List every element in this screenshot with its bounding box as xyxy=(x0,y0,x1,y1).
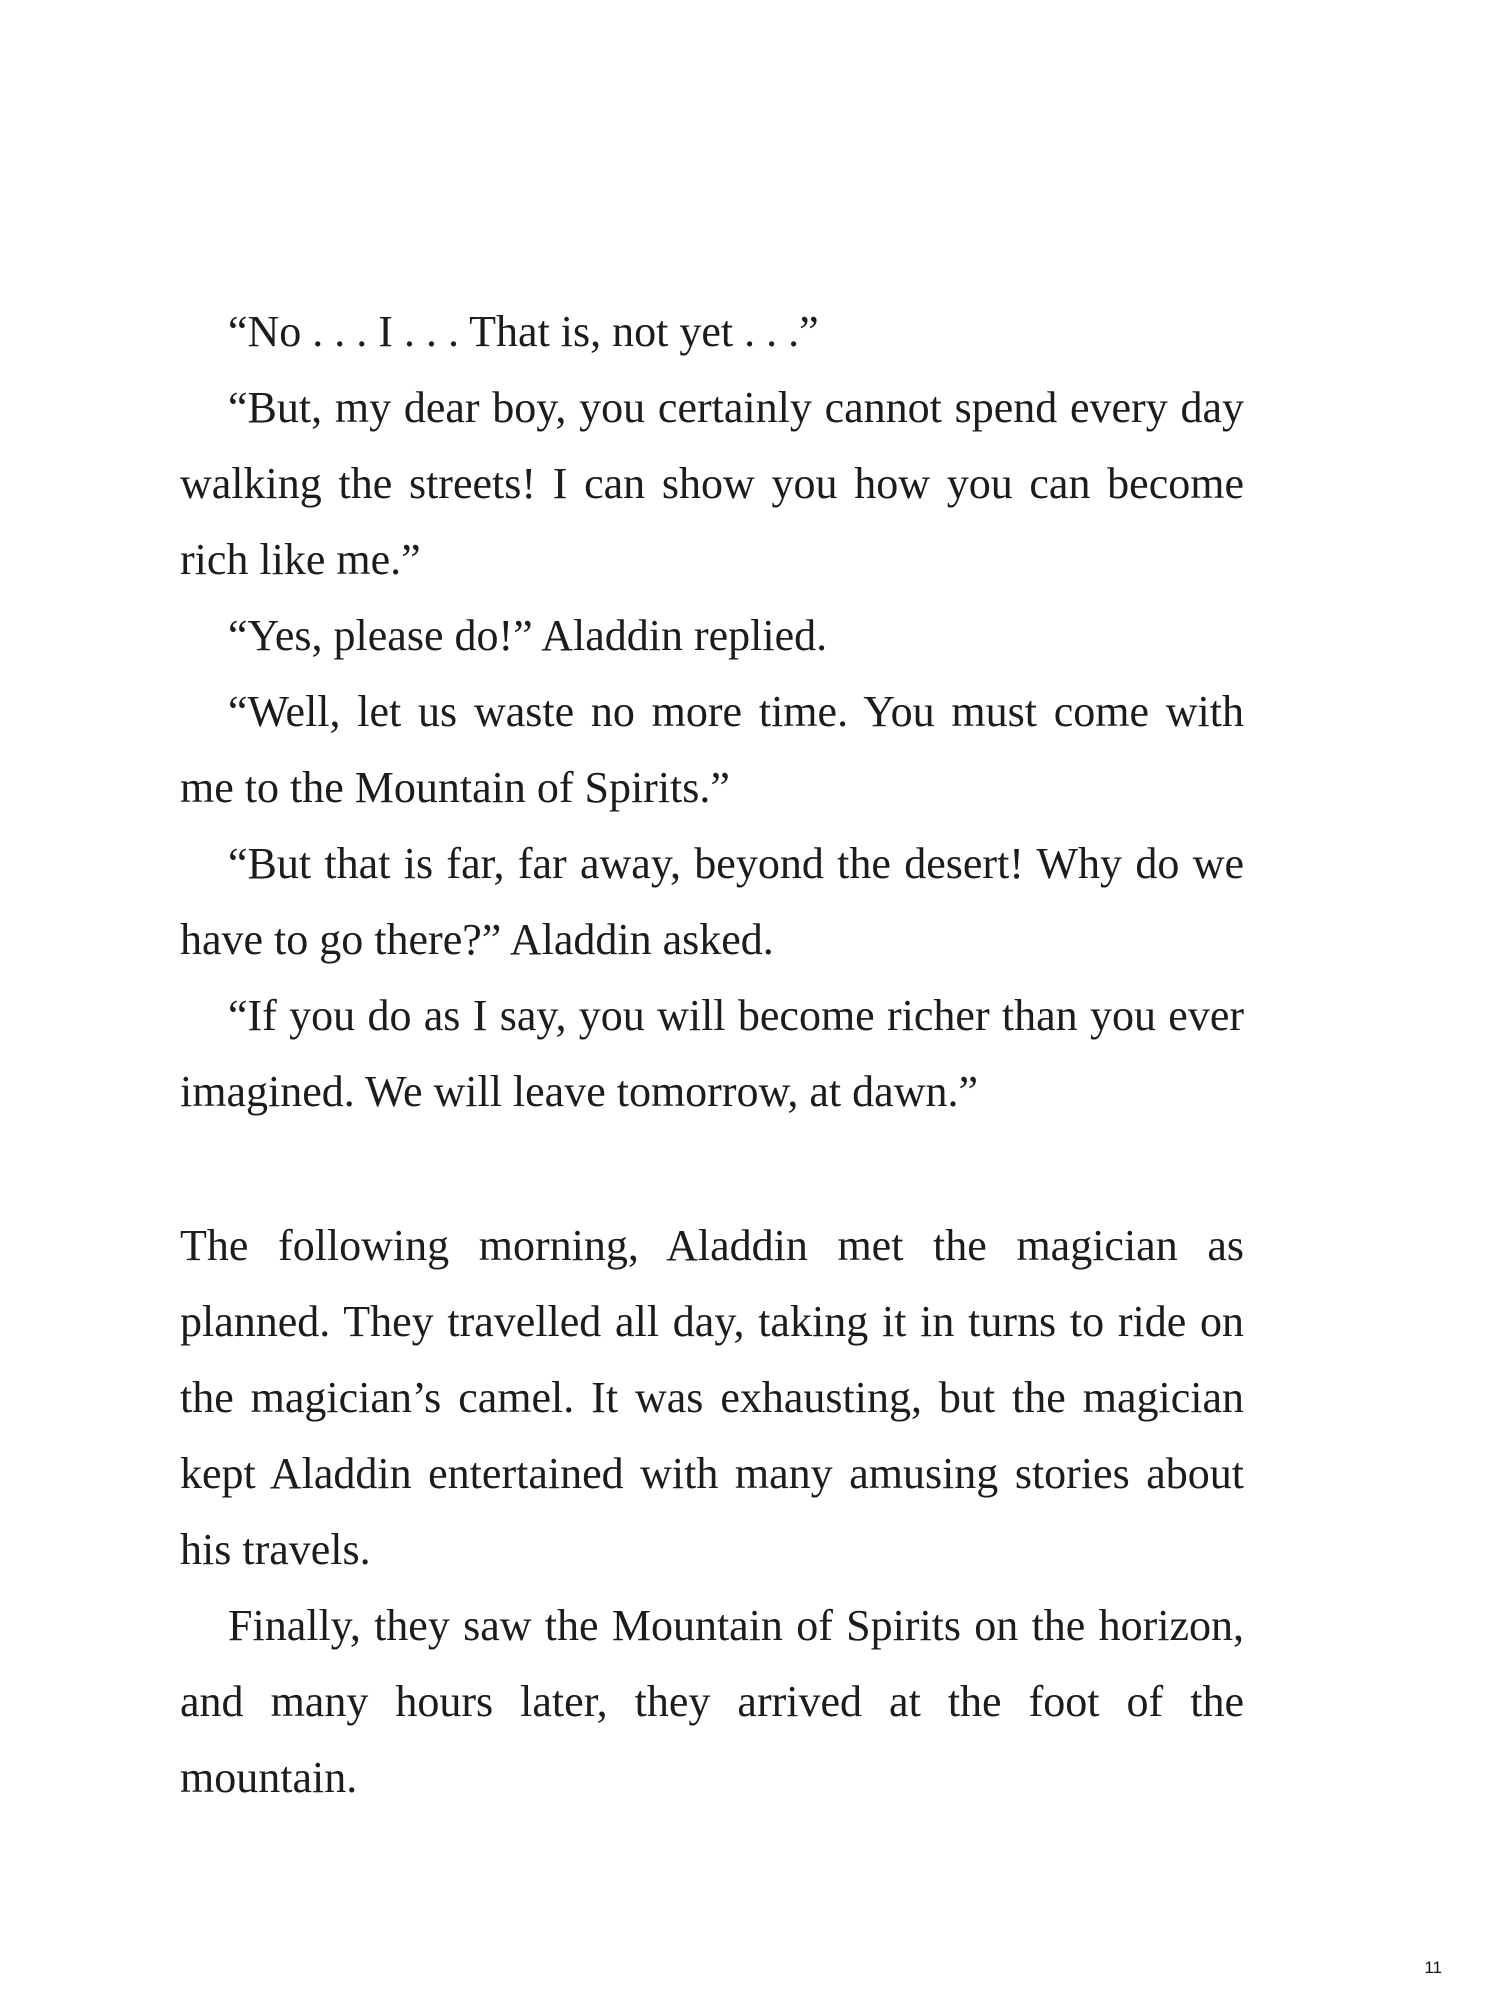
paragraph-become-rich: “But, my dear boy, you certainly cannot spend every day walking the streets! I can show you how you can become rich like me.” xyxy=(180,383,1244,584)
narrative-section xyxy=(180,1208,1244,1816)
paragraph-not-yet: “No . . . I . . . That is, not yet . . .” xyxy=(228,307,819,356)
paragraph-mountain-of-spirits: “Well, let us waste no more time. You must come with me to the Mountain of Spirits.” xyxy=(180,687,1244,812)
paragraph-following-morning: The following morning, Aladdin met the magician as planned. They travelled all day, taking it in turns to ride on the magician’s camel. It was exhausting, but the magician kept Aladdin entertained with many amusing stories about his travels. xyxy=(180,1221,1244,1574)
paragraph-please-do: “Yes, please do!” Aladdin replied. xyxy=(228,611,828,660)
paragraph-leave-at-dawn: “If you do as I say, you will become richer than you ever imagined. We will leave tomorrow, at dawn.” xyxy=(180,991,1244,1116)
paragraph-beyond-desert: “But that is far, far away, beyond the desert! Why do we have to go there?” Aladdin asked. xyxy=(180,839,1244,964)
page-number: 11 xyxy=(1424,1958,1442,1977)
dialogue-section xyxy=(180,294,1244,1130)
paragraph-foot-of-mountain: Finally, they saw the Mountain of Spirits on the horizon, and many hours later, they arrived at the foot of the mountain. xyxy=(180,1601,1244,1802)
